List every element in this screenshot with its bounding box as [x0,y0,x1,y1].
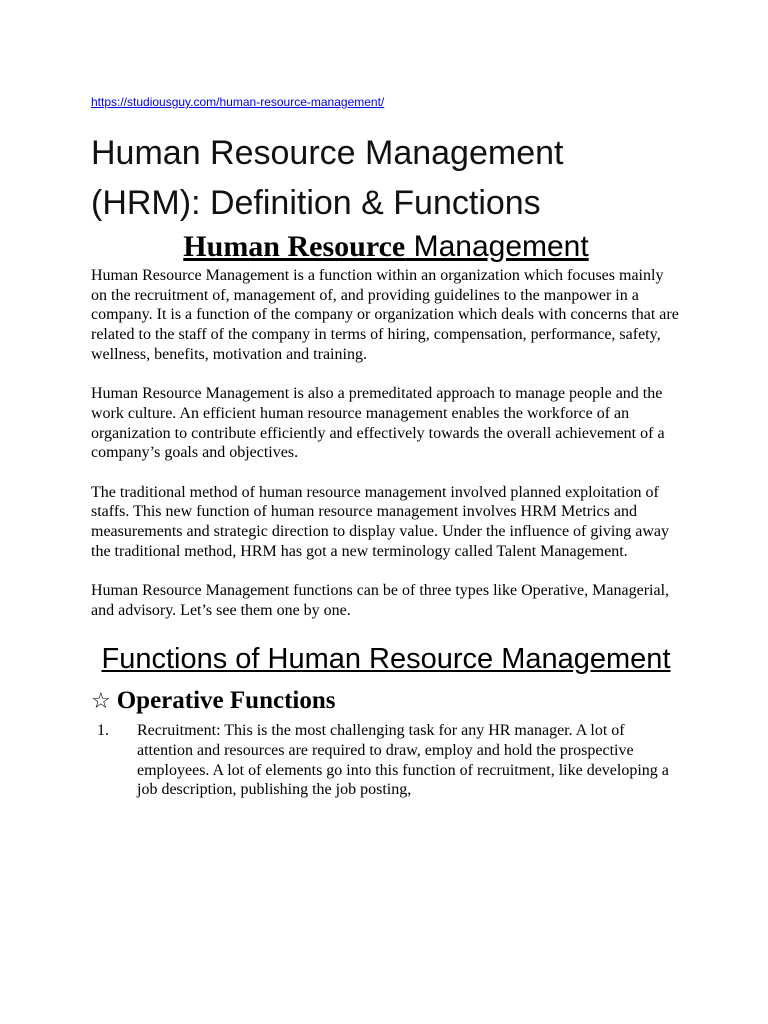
list-item-text: Recruitment: This is the most challenging task for any HR manager. A lot of attention and resources are required to draw, employ and hold the prospective employees. A lot of elements go into this function of recruitment, like developing a job description, publishing the job posting, [137,722,669,799]
source-link[interactable]: https://studiousguy.com/human-resource-management/ [91,95,385,109]
document-page [91,90,681,800]
section-title-plain: Management [405,230,589,263]
operative-functions-label: Operative Functions [116,687,336,715]
section-title-bold: Human Resource [183,230,406,263]
star-icon: ☆ [91,689,111,715]
list-number: 1. [97,722,109,740]
paragraph-function-types: Human Resource Management functions can be of three types like Operative, Managerial, and advisory. Let’s see them one by one. [91,582,670,619]
page-title: Human Resource Management (HRM): Definition & Functions [91,134,564,222]
paragraph-definition: Human Resource Management is a function within an organization which focuses mainly on the recruitment of, management of, and providing guidelines to the manpower in a company. It is a function of the company or organization which deals with concerns that are related to the staff of the company in terms of hiring, compensation, performance, safety, wellness, benefits, motivation and training. [91,267,679,363]
section-title [91,228,681,266]
list-item [91,721,681,800]
paragraph-traditional-method: The traditional method of human resource management involved planned exploitation of staffs. This new function of human resource management involves HRM Metrics and measurements and strategic direction to display value. Under the influence of giving away the traditional method, HRM has got a new terminology called Talent Management. [91,483,670,560]
operative-functions-heading [91,684,681,719]
functions-heading: Functions of Human Resource Management [101,643,671,676]
paragraph-approach: Human Resource Management is also a premeditated approach to manage people and the work culture. An efficient human resource management enables the workforce of an organization to contribute efficiently and effectively towards the overall achievement of a company’s goals and objectives. [91,385,665,462]
